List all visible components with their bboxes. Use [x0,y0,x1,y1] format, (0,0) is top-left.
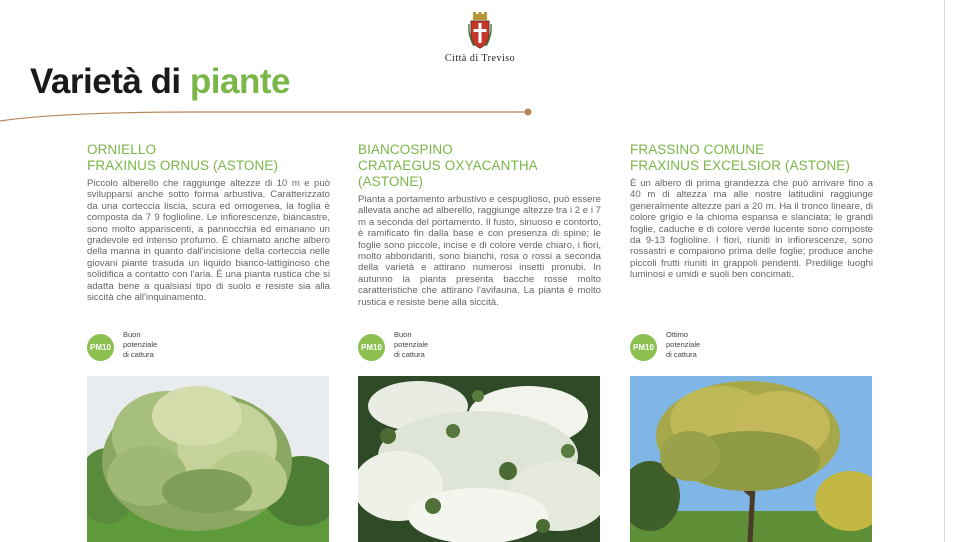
plant-common-name: FRASSINO COMUNE [630,142,765,157]
capture-line-1: Buon [123,330,141,339]
city-name: Città di Treviso [444,53,516,64]
plant-description: Piccolo alberello che raggiunge altezze di 10 m e può svilupparsi anche sotto forma arbustiva. Caratterizzato da una corteccia liscia, scura ed omogenea, la foglia è composta da 7 9 foglioline. Le infiorescenze, biancastre, sono molto appariscenti, a pannocchia ed emanano un gradevole ed intenso profumo. È chiamato anche albero della manna in quanto dall'incisione della corteccia nelle giovani piante trasuda un liquido bianco-lattiginoso che solidifica a contatto con l'aria. È una pianta rustica che si adatta bene a qualsiasi tipo di suolo e resiste sia alla siccità che all'inquinamento. [87,178,330,304]
plant-common-name: ORNIELLO [87,142,157,157]
pm10-badge-icon: PM10 [87,334,114,361]
plant-common-name: BIANCOSPINO [358,142,453,157]
title-divider [0,100,540,130]
capture-line-1: Buon [394,330,412,339]
city-crest-icon [468,12,492,50]
biancospino-photo [358,376,600,542]
capture-line-3: di cattura [394,350,425,359]
pm10-badge-icon: PM10 [358,334,385,361]
capture-line-3: di cattura [123,350,154,359]
pm10-badge-icon: PM10 [630,334,657,361]
title-dark: Varietà di [30,62,181,101]
plant-scientific-name: FRAXINUS EXCELSIOR (ASTONE) [630,158,850,173]
capture-line-1: Ottimo [666,330,689,339]
orniello-photo [87,376,329,542]
plant-scientific-name: FRAXINUS ORNUS (ASTONE) [87,158,279,173]
capture-line-3: di cattura [666,350,697,359]
page-edge [944,0,945,542]
capture-line-2: potenziale [123,340,158,349]
plant-card-biancospino [358,142,601,308]
plant-card-frassino [630,142,873,281]
pm10-capture-rating [87,330,237,364]
capture-line-2: potenziale [666,340,701,349]
pm10-capture-rating [630,330,780,364]
plant-description: Pianta a portamento arbustivo e cespuglioso, può essere allevata anche ad alberello, raggiunge altezze tra i 2 e i 7 m a seconda del portamento. Il fusto, sinuoso e contorto, è ramificato fin dalla base e con presenza di spine; le foglie sono piccole, incise e di colore verde chiaro, i fiori, molto abbondanti, sono bianchi, rosa o rossi a seconda della varietà e attirano numerosi insetti pronubi. In autunno la pianta presenta bacche rosse molto caratteristiche che attirano l'avifauna. La pianta è molto rustica e resiste bene alla siccità. [358,194,601,308]
pm10-capture-rating [358,330,508,364]
city-header [420,12,540,64]
plant-scientific-name: CRATAEGUS OXYACANTHA (ASTONE) [358,158,538,189]
capture-line-2: potenziale [394,340,429,349]
capture-potential-label [666,330,736,360]
title-accent: piante [189,62,290,101]
frassino-photo [630,376,872,542]
plant-card-orniello [87,142,330,303]
plant-description: È un albero di prima grandezza che può arrivare fino a 40 m di altezza ma alle nostre latitudini raggiunge generalmente altezze pari a 20 m. Ha il tronco lineare, di colore grigio e la chioma espansa e slanciata; le grandi foglie, caduche e di colore verde lucente sono composte da 9-13 foglioline. I fiori, riuniti in infiorescenze, sono rossastri e compaiono prima delle foglie; produce anche piccoli frutti riuniti in grappoli pendenti. Predilige luoghi luminosi e umidi e suoli ben concimati. [630,178,873,281]
page-title [30,62,290,102]
capture-potential-label [394,330,464,360]
capture-potential-label [123,330,193,360]
